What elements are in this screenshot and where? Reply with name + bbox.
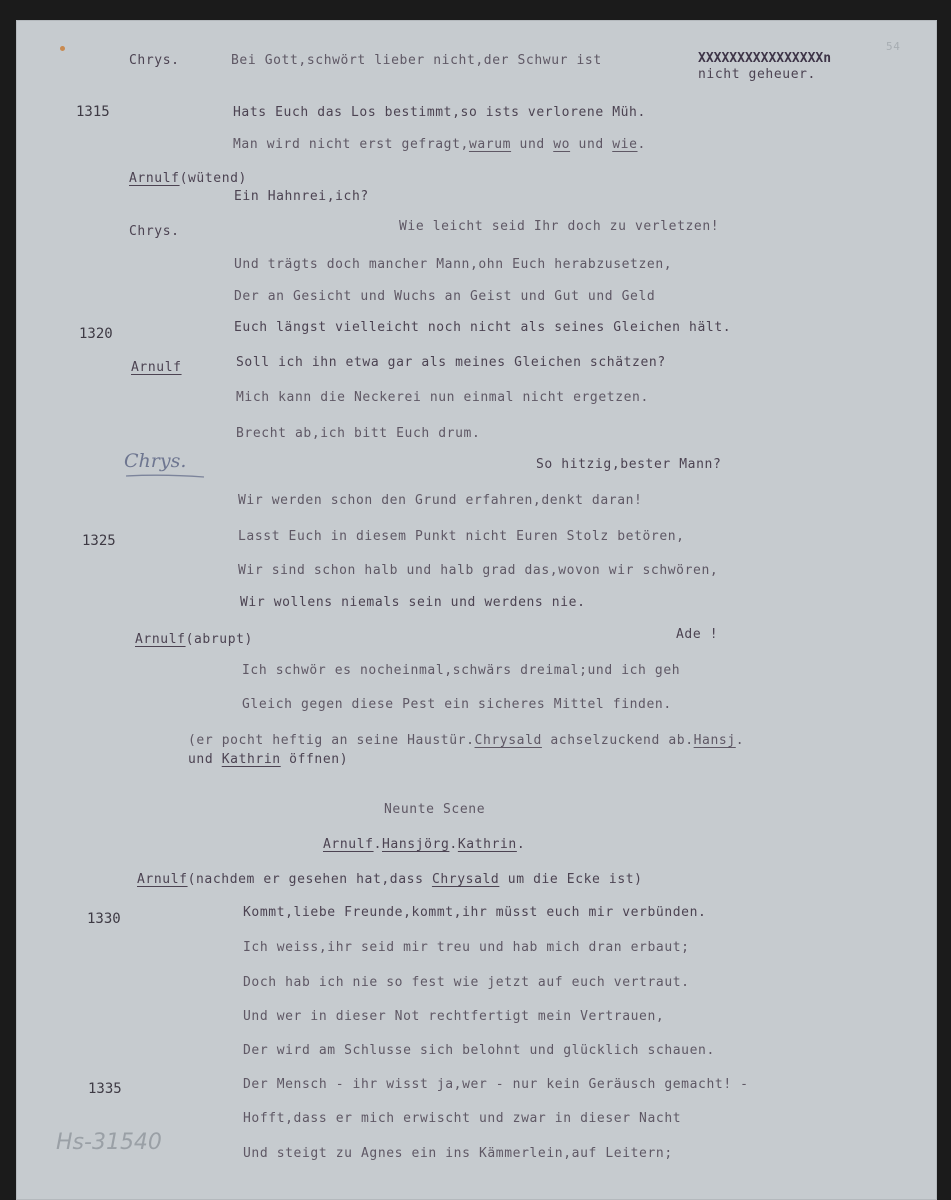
line-number: 1320: [79, 326, 113, 342]
rust-spot: [60, 46, 65, 51]
stage-text: (er pocht heftig an seine Haustür.: [188, 733, 475, 748]
stage-direction: um die Ecke ist): [499, 872, 643, 887]
verse-line: Der wird am Schlusse sich belohnt und glücklich schauen.: [243, 1043, 715, 1058]
speaker-arnulf: Arnulf: [137, 872, 188, 887]
character-name: Chrysald: [474, 733, 542, 748]
underlined-word: warum: [468, 137, 512, 152]
verse-line: Kommt,liebe Freunde,kommt,ihr müsst euch mir verbünden.: [243, 905, 707, 920]
stage-text: achselzuckend ab.: [541, 733, 694, 748]
verse-line: Hats Euch das Los bestimmt,so ists verlorene Müh.: [233, 105, 646, 120]
stage-direction: (wütend): [179, 171, 247, 186]
scene-title: Neunte Scene: [384, 802, 486, 817]
line-number: 1330: [87, 911, 121, 927]
cast-name: Arnulf: [323, 837, 374, 852]
verse-line: Gleich gegen diese Pest ein sicheres Mittel finden.: [242, 697, 672, 712]
verse-line: Wir werden schon den Grund erfahren,denkt daran!: [238, 493, 643, 508]
speaker-chrys: Chrys.: [129, 53, 180, 68]
verse-line: Doch hab ich nie so fest wie jetzt auf euch vertraut.: [243, 975, 690, 990]
verse-line: Soll ich ihn etwa gar als meines Gleichen schätzen?: [236, 355, 666, 370]
speaker-line: [129, 171, 247, 186]
verse-line: Wir sind schon halb und halb grad das,wovon wir schwören,: [238, 563, 719, 578]
verse-text: und: [511, 137, 554, 152]
cast-name: Kathrin: [457, 837, 517, 852]
verse-line: Der an Gesicht und Wuchs an Geist und Gut und Geld: [234, 289, 656, 304]
verse-line: Der Mensch - ihr wisst ja,wer - nur kein Geräusch gemacht! -: [243, 1077, 749, 1092]
handwritten-speaker: Chrys.: [124, 450, 187, 472]
speaker-line: [135, 632, 253, 647]
verse-line: Euch längst vielleicht noch nicht als seines Gleichen hält.: [234, 320, 732, 335]
typescript-page: [16, 20, 937, 1200]
verse-line: Mich kann die Neckerei nun einmal nicht ergetzen.: [236, 390, 649, 405]
character-name: Chrysald: [431, 872, 500, 887]
verse-line: Ade !: [676, 627, 719, 642]
verse-text: .: [637, 137, 646, 152]
scene-cast: [323, 837, 525, 852]
handwritten-underline: [124, 473, 206, 479]
verse-line: Ich schwör es nocheinmal,schwärs dreimal;und ich geh: [242, 663, 681, 678]
stage-direction: [188, 733, 744, 748]
verse-text: und: [570, 137, 613, 152]
character-name: Kathrin: [221, 752, 281, 767]
stage-direction: (nachdem er gesehen hat,dass: [187, 872, 432, 887]
speaker-chrys: Chrys.: [129, 224, 180, 239]
cast-separator: .: [449, 837, 458, 852]
underlined-word: wo: [553, 137, 571, 152]
verse-line: Und trägts doch mancher Mann,ohn Euch herabzusetzen,: [234, 257, 673, 272]
line-number: 1325: [82, 533, 116, 549]
line-number: 1315: [76, 104, 110, 120]
underlined-word: wie: [612, 137, 638, 152]
verse-line: Ich weiss,ihr seid mir treu und hab mich dran erbaut;: [243, 940, 690, 955]
verse-line: Brecht ab,ich bitt Euch drum.: [236, 426, 481, 441]
cast-separator: .: [516, 837, 526, 852]
verse-line-continued: nicht geheuer.: [698, 67, 816, 82]
stage-direction: (abrupt): [185, 632, 253, 647]
verse-line: So hitzig,bester Mann?: [536, 457, 722, 472]
cast-separator: .: [373, 837, 382, 852]
archive-shelfmark: Hs-31540: [56, 1130, 162, 1155]
stage-text: .: [735, 733, 745, 748]
verse-line: Bei Gott,schwört lieber nicht,der Schwur ist: [231, 53, 602, 68]
struck-out-text: XXXXXXXXXXXXXXXXn: [698, 51, 832, 66]
verse-line: Hofft,dass er mich erwischt und zwar in dieser Nacht: [243, 1111, 682, 1126]
verse-line: Und wer in dieser Not rechtfertigt mein Vertrauen,: [243, 1009, 665, 1024]
character-name: Hansj: [693, 733, 736, 748]
verse-line: Wir wollens niemals sein und werdens nie.: [240, 595, 586, 610]
verse-line: [233, 137, 646, 152]
stage-text: und: [188, 752, 222, 767]
speaker-arnulf: Arnulf: [129, 171, 180, 186]
verse-line: Lasst Euch in diesem Punkt nicht Euren Stolz betören,: [238, 529, 685, 544]
cast-name: Hansjörg: [382, 837, 450, 852]
speaker-arnulf: Arnulf: [135, 632, 186, 647]
stage-text: öffnen): [280, 752, 349, 767]
verse-line: Und steigt zu Agnes ein ins Kämmerlein,auf Leitern;: [243, 1146, 673, 1161]
verse-text: Man wird nicht erst gefragt,: [233, 137, 469, 152]
speaker-line: [137, 872, 643, 887]
verse-line: Ein Hahnrei,ich?: [234, 189, 369, 204]
speaker-arnulf: Arnulf: [131, 360, 182, 375]
verse-line: Wie leicht seid Ihr doch zu verletzen!: [399, 219, 720, 234]
corner-page-mark: 54: [886, 40, 901, 53]
stage-direction: [188, 752, 348, 767]
line-number: 1335: [88, 1081, 122, 1097]
